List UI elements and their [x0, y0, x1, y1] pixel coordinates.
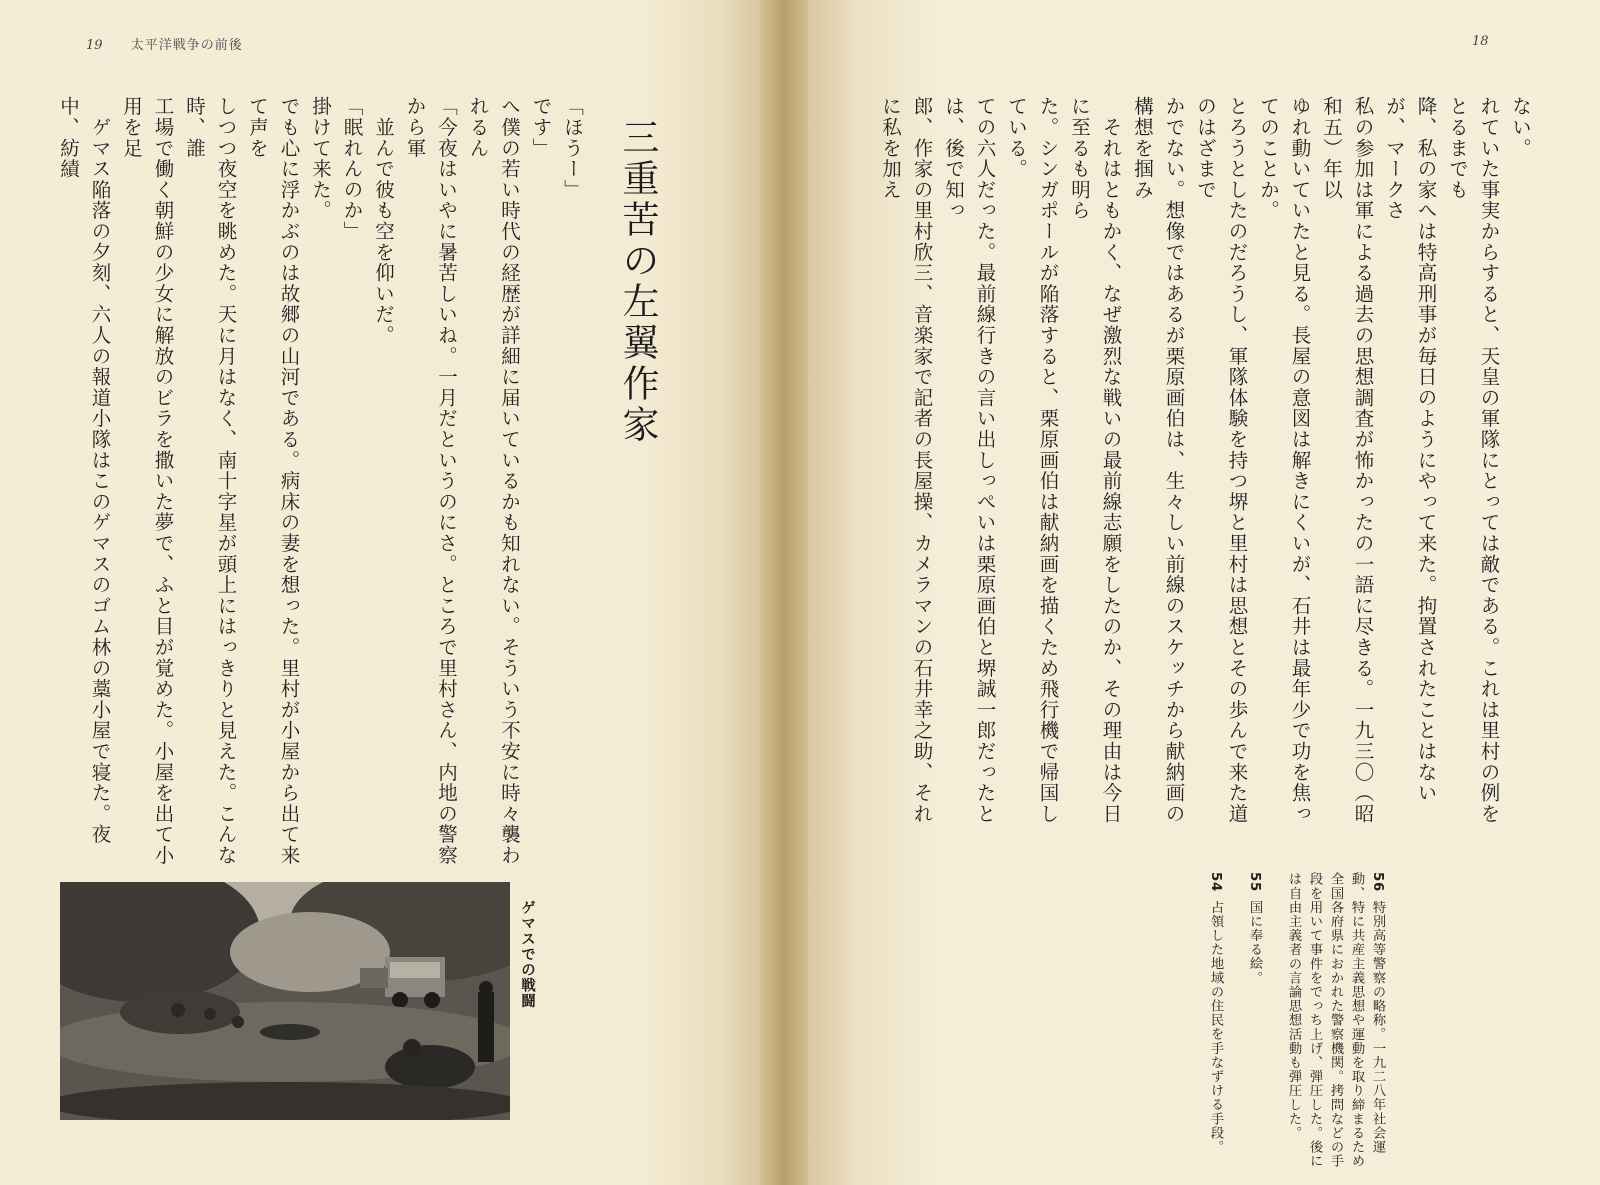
text-line: た。シンガポールが陥落すると、栗原画伯は献納画を描くため飛行機で帰国している。	[1005, 96, 1060, 824]
left-page-header	[86, 34, 243, 53]
battle-photo-image	[60, 882, 510, 1120]
left-page-number: 19	[86, 38, 103, 53]
text-line: です」	[529, 96, 553, 159]
battle-photo	[60, 882, 510, 1120]
text-line: ゆれ動いていたと見る。長屋の意図は解きにくいが、石井は最年少で功を焦ってのことか。	[1257, 96, 1312, 824]
text-line: とろうとしたのだろうし、軍隊体験を持つ堺と里村は思想とその歩んで来た道のはざまで	[1194, 96, 1249, 824]
text-line: ての六人だった。最前線行きの言い出しっぺいは栗原画伯と堺誠一郎だったとは、後で知っ	[942, 96, 997, 824]
footnotes	[882, 872, 1388, 1172]
text-line: 「眠れんのか」	[340, 96, 364, 242]
footnote-number: 56	[1370, 872, 1385, 893]
right-page-header	[1472, 34, 1489, 49]
text-line: 並んで彼も空を仰いだ。	[372, 96, 395, 346]
footnote-56	[1283, 872, 1388, 1172]
text-line: へ僕の若い時代の経歴が詳細に届いているかも知れない。そういう不安に時々襲われるん	[466, 96, 521, 866]
left-body-text	[56, 96, 588, 876]
footnote-number: 55	[1247, 872, 1262, 893]
footnote-text: 特別高等警察の略称。一九二八年社会運動、特に共産主義思想や運動を取り締まるため全国各府県におかれた警察機関。拷問などの手段を用いて事件をでっち上げ、弾圧した。後には自由主義者の言論思想活動も弾圧した。	[1286, 872, 1385, 1169]
text-line: 降、私の家へは特高刑事が毎日のようにやって来た。拘置されたことはないが、マークさ	[1383, 96, 1438, 804]
footnote-number: 54	[1208, 872, 1223, 893]
text-line: れていた事実からすると、天皇の軍隊にとっては敵である。これは里村の例をとるまでも	[1446, 96, 1501, 824]
section-heading: 三重苦の左翼作家	[616, 118, 659, 446]
photo-caption: ゲマスでの戦闘	[519, 900, 535, 1009]
text-line: しつつ夜空を眺めた。天に月はなく、南十字星が頭上にはっきりと見えた。こんな時、誰	[183, 96, 238, 866]
footnote-text: 国に奉る絵。	[1247, 900, 1262, 985]
text-line: ない。	[1509, 96, 1532, 159]
right-body-text	[878, 96, 1536, 836]
text-line: でも心に浮かぶのは故郷の山河である。病床の妻を想った。里村が小屋から出て来て声を	[246, 96, 301, 866]
text-line: かでない。想像ではあるが栗原画伯は、生々しい前線のスケッチから献納画の構想を掴み	[1131, 96, 1186, 824]
text-line: 郎、作家の里村欣三、音楽家で記者の長屋操、カメラマンの石井幸之助、それに私を加え	[879, 96, 934, 824]
footnote-55	[1244, 872, 1265, 1172]
left-running-title: 太平洋戦争の前後	[130, 38, 243, 53]
text-line: 私の参加は軍による過去の思想調査が怖かったの一語に尽きる。一九三〇（昭和五）年以	[1320, 96, 1375, 824]
text-line: ゲマス陥落の夕刻、六人の報道小隊はこのゲマスのゴム林の藁小屋で寝た。夜中、紡績	[57, 96, 112, 845]
text-line: それはともかく、なぜ激烈な戦いの最前線志願をしたのか、その理由は今日に至るも明ら	[1068, 96, 1123, 824]
text-line: 「今夜はいやに暑苦しいね。一月だというのにさ。ところで里村さん、内地の警察から軍	[403, 96, 458, 866]
text-line: 掛けて来た。	[309, 96, 332, 221]
footnote-54	[1205, 872, 1226, 1172]
book-gutter	[760, 0, 808, 1185]
right-page-number: 18	[1472, 34, 1489, 49]
left-page	[0, 0, 760, 1185]
footnote-text: 占領した地域の住民を手なずける手段。	[1208, 900, 1223, 1154]
text-line: 工場で働く朝鮮の少女に解放のビラを撒いた夢で、ふと目が覚めた。小屋を出て小用を足	[120, 96, 175, 866]
text-line: 「ほうー」	[561, 96, 584, 200]
